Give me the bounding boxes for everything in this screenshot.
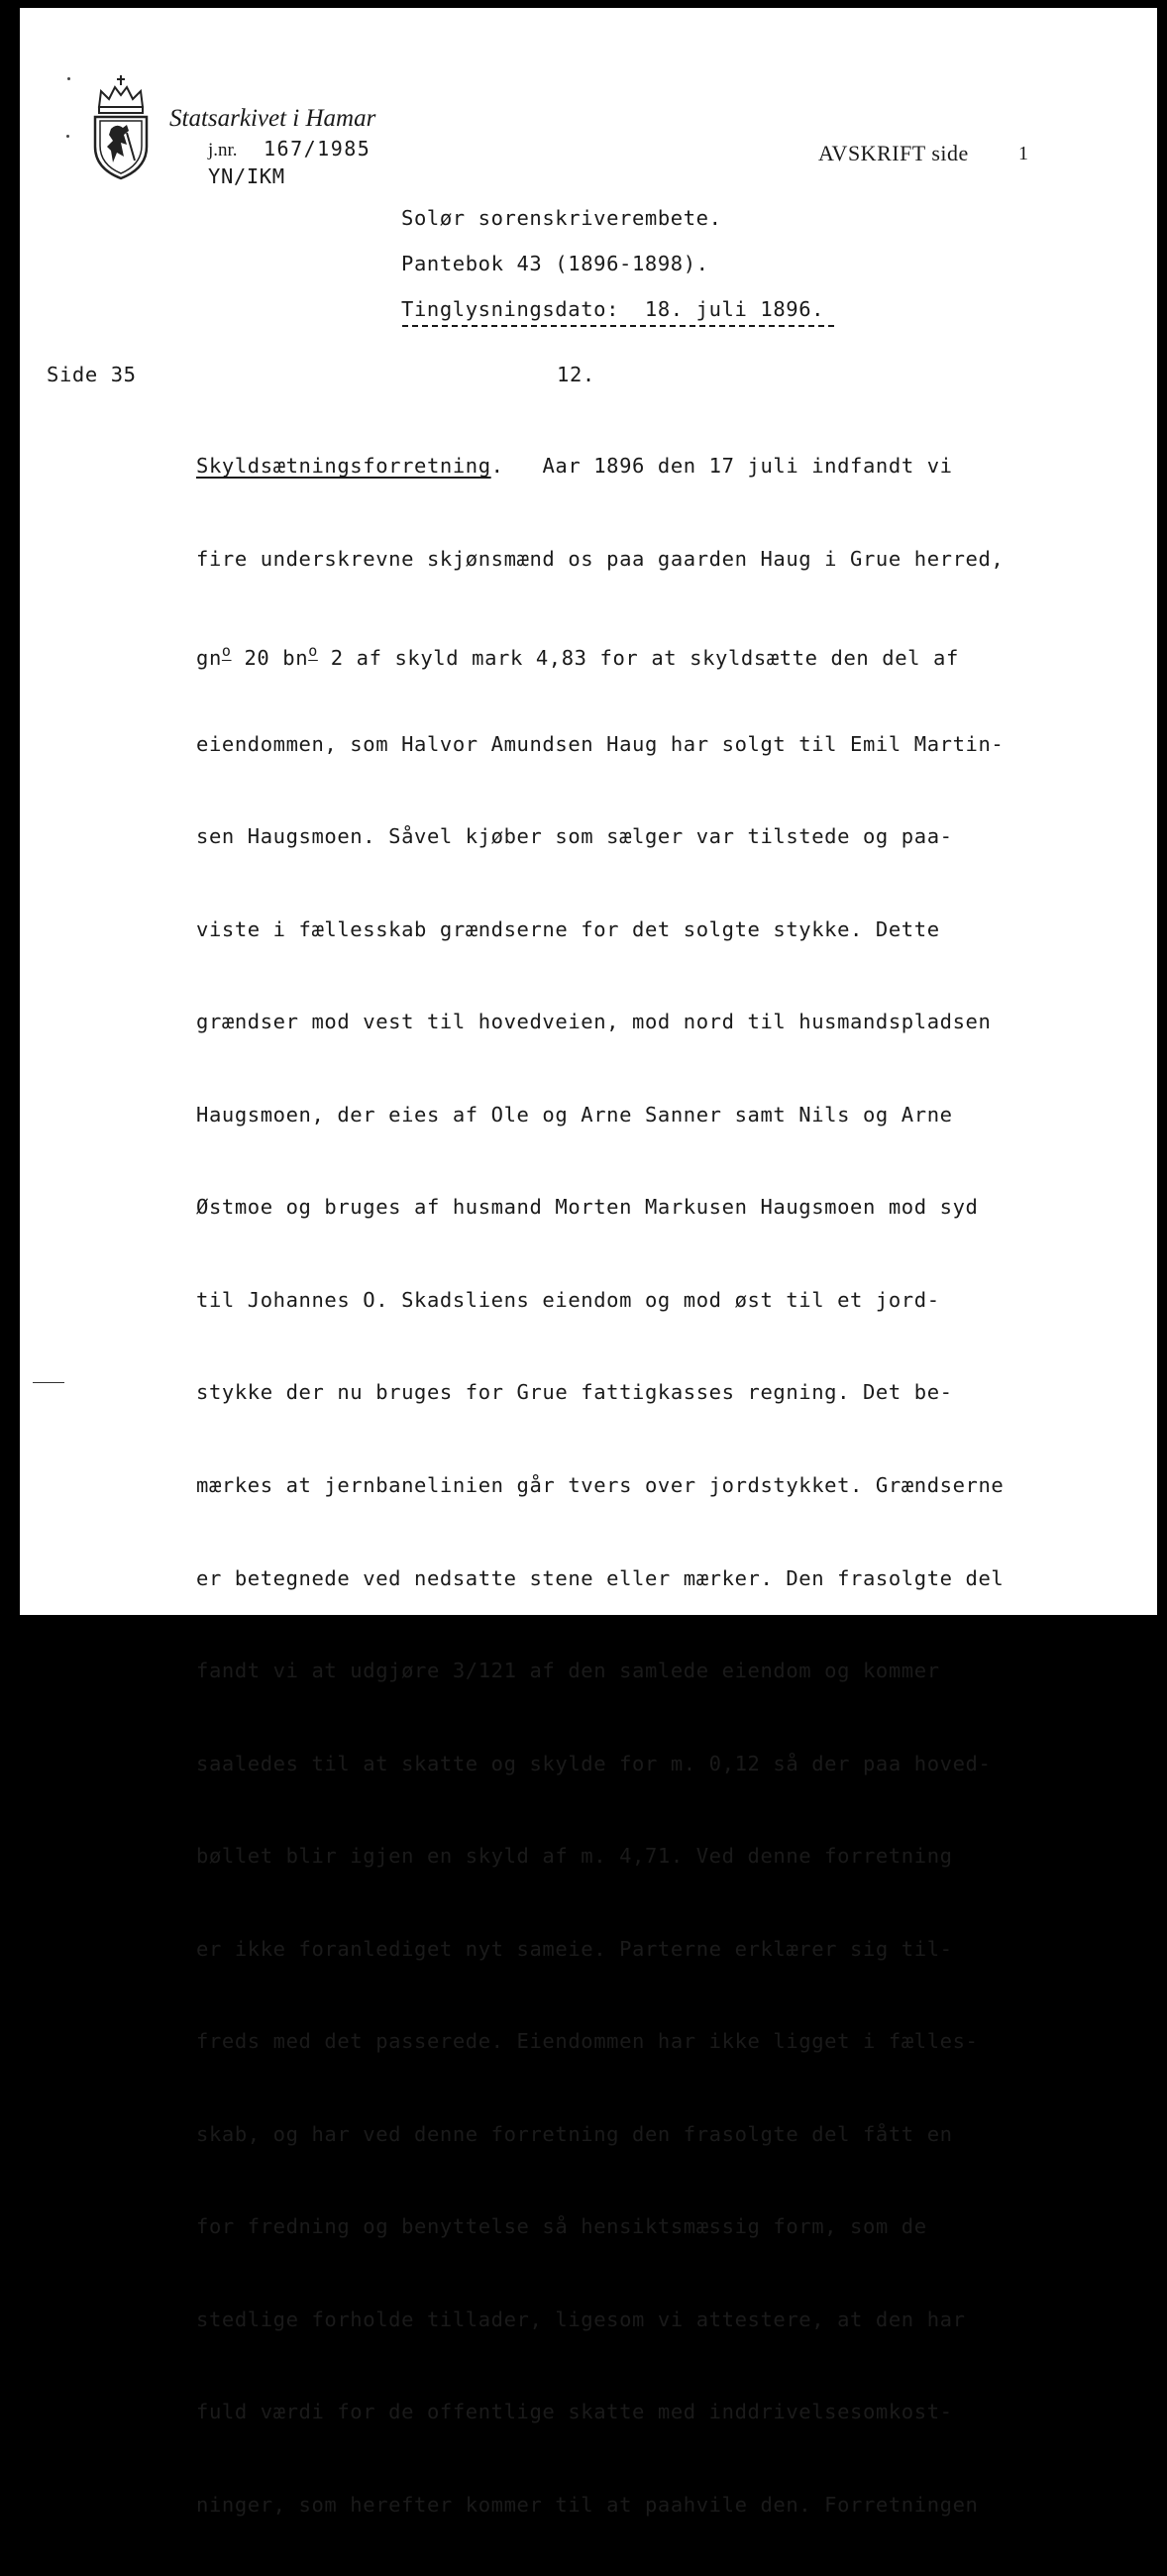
margin-mark [33,1382,64,1383]
avskrift-label: AVSKRIFT side [818,141,969,165]
bn-abbrev: 20 bn [231,646,309,671]
body-line: skab, og har ved denne forretning den frasolgte del fått en [196,2121,953,2146]
date-value: 18. juli 1896. [644,297,825,321]
body-line: saaledes til at skatte og skylde for m. 0,12 så der paa hoved- [196,1751,992,1775]
gn-superscript: o [221,642,232,661]
document-page [20,8,1157,2518]
body-line [196,444,1004,489]
body-line: grændser mod vest til hovedveien, mod nord til husmandspladsen [196,1010,992,1034]
body-line: stykke der nu bruges for Grue fattigkasses regning. Det be- [196,1380,953,1405]
body-line: stedlige forholde tillader, ligesom vi attestere, at den har [196,2307,966,2331]
archive-name: Statsarkivet i Hamar [169,105,376,132]
body-line: til Johannes O. Skadsliens eiendom og mod øst til et jord- [196,1287,940,1312]
body-line: viste i fællesskab grændserne for det solgte stykke. Dette [196,916,940,941]
body-line: Østmoe og bruges af husmand Morten Markusen Haugsmoen mod syd [196,1195,979,1220]
date-line [401,297,824,321]
body-line: freds med det passerede. Eiendommen har ikke ligget i fælles- [196,2029,979,2054]
body-line-text: . Aar 1896 den 17 juli indfandt vi [490,454,953,478]
page-number: 1 [1018,143,1028,164]
body-line-text: 2 af skyld mark 4,83 for at skyldsætte den del af [317,646,959,671]
body-line: mærkes at jernbanelinien går tvers over jordstykket. Grændserne [196,1473,1005,1498]
body-line: fuld værdi for de offentlige skatte med inddrivelsesomkost- [196,2400,953,2424]
body-line: er betegnede ved nedsatte stene eller mærker. Den frasolgte del [196,1565,1005,1590]
body-line: er ikke foranlediget nyt sameie. Parterne erklærer sig til- [196,1936,953,1961]
speck [66,135,69,138]
body-line: eiendommen, som Halvor Amundsen Haug har solgt til Emil Martin- [196,731,1005,756]
body-line: for fredning og benyttelse så hensiktsmæssig form, som de [196,2214,927,2239]
entry-heading: Skyldsætningsforretning [196,454,491,478]
book-title: Pantebok 43 (1896-1898). [401,252,709,275]
body-line: fire underskrevne skjønsmænd os paa gaarden Haug i Grue herred, [196,546,1005,571]
entry-body [196,396,1004,2576]
body-line: bøllet blir igjen en skyld af m. 4,71. Ved denne forretning [196,1844,953,1869]
body-line [196,629,1004,675]
body-line: ninger, som herefter kommer til at paahvile den. Forretningen [196,2493,979,2518]
coat-of-arms-icon [91,73,151,180]
body-line: sen Haugsmoen. Såvel kjøber som sælger var tilstede og paa- [196,824,953,849]
jnr-value: 167/1985 [264,137,371,161]
bn-superscript: o [308,642,318,661]
body-line: Haugsmoen, der eies af Ole og Arne Sanner samt Nils og Arne [196,1102,953,1127]
entry-number: 12. [557,363,595,386]
office-title: Solør sorenskriverembete. [401,206,722,230]
dashed-underline [402,325,834,327]
date-label: Tinglysningsdato: [401,297,620,321]
body-line: fandt vi at udgjøre 3/121 af den samlede eiendom og kommer [196,1659,940,1683]
margin-side-ref: Side 35 [47,363,137,386]
speck [67,77,70,80]
initials: YN/IKM [208,164,285,188]
gn-abbrev: gn [196,646,222,671]
jnr-label: j.nr. [208,140,238,161]
